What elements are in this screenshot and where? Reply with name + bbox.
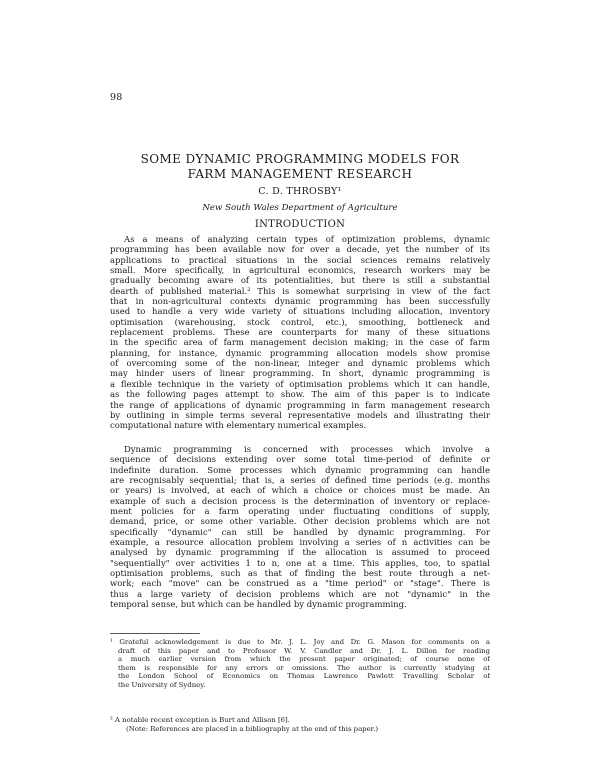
text-line: by outlining in simple terms several representative models and illustrating their	[110, 409, 490, 420]
text-line: gradually becoming aware of its potentialities, but there is still a substantial	[110, 275, 490, 286]
text-line: As a means of analyzing certain types of optimization problems, dynamic	[124, 234, 490, 244]
text-line: sequence of decisions extending over some total time-period of definite or	[110, 454, 490, 465]
text-line: small. More specifically, in agricultural economics, research workers may be	[110, 265, 490, 276]
footnote-line: ² A notable recent exception is Burt and Allison [6].	[110, 716, 290, 724]
text-line: dearth of published material.² This is somewhat surprising in view of the fact	[110, 285, 490, 296]
text-line: thus a large variety of decision problems which are not "dynamic" in the	[110, 588, 490, 599]
text-line: may hinder users of linear programming. In short, dynamic programming is	[110, 368, 490, 379]
text-line: optimisation problems, such as that of finding the best route through a net-	[110, 568, 490, 579]
text-line: of overcoming some of the non-linear, integer and dynamic problems which	[110, 358, 490, 369]
text-line: "sequentially" over activities 1 to n, one at a time. This applies, too, to spatial	[110, 557, 490, 568]
text-line: as the following pages attempt to show. The aim of this paper is to indicate	[110, 389, 490, 400]
title-line: FARM MANAGEMENT RESEARCH	[187, 167, 413, 181]
footnote-line: (Note: References are placed in a bibliography at the end of this paper.)	[126, 724, 379, 733]
text-line: replacement problems. These are counterparts for many of these situations	[110, 327, 490, 338]
text-line: temporal sense, but which can be handled by dynamic programming.	[110, 599, 407, 610]
paper-title	[108, 152, 492, 182]
text-line: Dynamic programming is concerned with processes which involve a	[124, 444, 490, 454]
footnote-divider	[110, 633, 200, 634]
text-line: indefinite duration. Some processes which dynamic programming can handle	[110, 464, 490, 475]
section-heading: INTRODUCTION	[254, 219, 346, 230]
text-line: that in non-agricultural contexts dynamic programming has been successfully	[110, 296, 490, 307]
page-number: 98	[110, 92, 123, 103]
author-name: C. D. THROSBY¹	[258, 186, 342, 197]
text-line: computational nature with elementary numerical examples.	[110, 420, 367, 431]
footnote-line: the University of Sydney.	[118, 680, 206, 689]
footnote-line: the London School of Economics on Thomas Lawrence Pawlett Travelling Scholar of	[118, 672, 490, 681]
text-line: or years) is involved, at each of which a choice or choices must be made. An	[110, 485, 490, 496]
text-line: ment policies for a farm operating under fluctuating conditions of supply,	[110, 506, 490, 517]
paragraph-introduction-1	[110, 234, 490, 431]
text-line: used to handle a very wide variety of situations including allocation, inventory	[110, 306, 490, 317]
text-line: analysed by dynamic programming if the allocation is assumed to proceed	[110, 547, 490, 558]
footnote-line: them is responsible for any errors or omissions. The author is currently studying at	[118, 663, 490, 672]
text-line: the range of applications of dynamic programming in farm management research	[110, 399, 490, 410]
author-affiliation: New South Wales Department of Agriculture	[202, 203, 398, 213]
footnote-line: draft of this paper and to Professor W. V. Candler and Dr. J. L. Dillon for reading	[118, 646, 490, 655]
footnote-1	[110, 638, 490, 690]
text-line: example, a resource allocation problem involving a series of n activities can be	[110, 537, 490, 548]
text-line: example of such a decision process is the determination of inventory or replace-	[110, 495, 490, 506]
paragraph-introduction-2	[110, 444, 490, 610]
text-line: are recognisably sequential; that is, a series of defined time periods (e.g. months	[110, 475, 490, 486]
text-line: planning, for instance, dynamic programming allocation models show promise	[110, 347, 490, 358]
text-line: applications to practical situations in the social sciences remains relatively	[110, 254, 490, 265]
footnote-2	[110, 716, 490, 733]
text-line: programming has been available now for over a decade, yet the number of its	[110, 244, 490, 255]
text-line: in the specific area of farm management decision making; in the case of farm	[110, 337, 490, 348]
text-line: demand, price, or some other variable. Other decision problems which are not	[110, 516, 490, 527]
text-line: optimisation (warehousing, stock control, etc.), smoothing, bottleneck and	[110, 316, 490, 327]
text-line: work; each "move" can be construed as a "time period" or "stage". There is	[110, 578, 490, 589]
text-line: a flexible technique in the variety of optimisation problems which it can handle,	[110, 378, 490, 389]
footnote-line: ¹ Grateful acknowledgement is due to Mr. J. L. Joy and Dr. G. Mason for comments on a	[110, 638, 490, 646]
text-line: specifically "dynamic" can still be handled by dynamic programming. For	[110, 526, 490, 537]
title-line: SOME DYNAMIC PROGRAMMING MODELS FOR	[140, 152, 460, 166]
footnote-line: a much earlier version from which the present paper originated; of course none of	[118, 655, 490, 664]
